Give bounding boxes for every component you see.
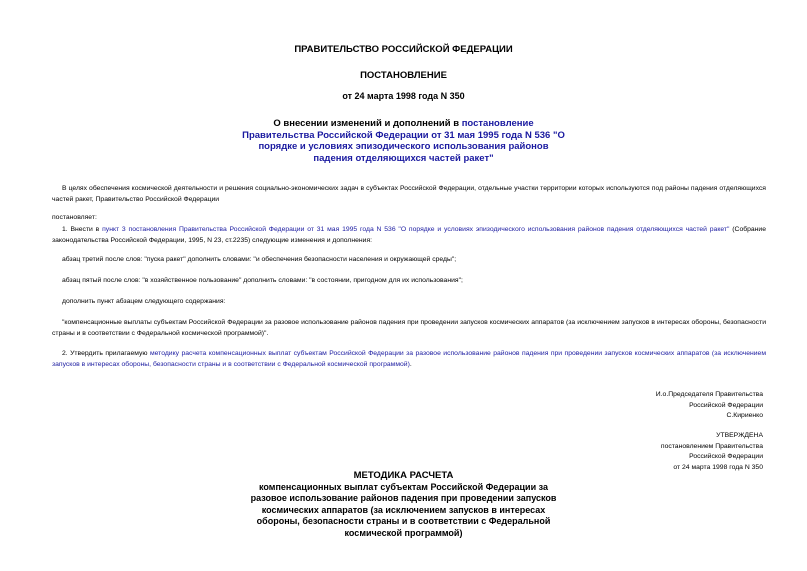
approval-date: от 24 марта 1998 года N 350: [673, 463, 763, 471]
methodology-heading-block: [0, 470, 807, 539]
decides-line: постановляет:: [52, 214, 97, 221]
item-1-suffix: (Собрание законодательства Российской Федерации, 1995, N 23, ст.2235) следующие изменения и дополнения:: [52, 226, 767, 244]
item-1-link[interactable]: пункт 3 постановления Правительства Российской Федерации от 31 мая 1995 года N 536 "О порядке и условиях эпизодического использования районов падения отделяющихся частей ракет": [102, 226, 730, 233]
item-1-prefix: 1. Внести в: [62, 226, 103, 233]
approval-country: Российской Федерации: [689, 453, 763, 460]
signature-country: Российской Федерации: [689, 401, 763, 409]
paragraph-d: "компенсационные выплаты субъектам Российской Федерации за разовое использование районов падения при проведении запусков космических аппаратов (за исключением запусков в интересах обороны, безопасности страны и в соответствии с Федеральной космической программой)".: [52, 319, 766, 337]
document-type-heading: ПОСТАНОВЛЕНИЕ: [360, 70, 447, 81]
intro-paragraph: В целях обеспечения космической деятельности и решения социально-экономических задач в субъектах Российской Федерации, отдельные участки территории которых используются под районы падения отделяющихся частей ракет, Правительство Российской Федерации: [52, 185, 766, 203]
signature-name: С.Кириенко: [726, 412, 763, 419]
item-2-suffix: .: [409, 360, 412, 368]
title-amended-decree-link[interactable]: постановление Правительства Российской Федерации от 31 мая 1995 года N 536 "О порядке и условиях эпизодического использования районов падения отделяющихся частей ракет": [242, 118, 565, 164]
document-date-number: от 24 марта 1998 года N 350: [342, 91, 465, 101]
signature-position: И.о.Председателя Правительства: [655, 391, 763, 398]
item-2-prefix: 2. Утвердить прилагаемую: [62, 350, 150, 357]
government-heading: ПРАВИТЕЛЬСТВО РОССИЙСКОЙ ФЕДЕРАЦИИ: [294, 44, 513, 55]
approval-by: постановлением Правительства: [660, 442, 763, 450]
item-2-methodology-link[interactable]: методику расчета компенсационных выплат субъектам Российской Федерации за разовое использование районов падения при проведении запусков космических аппаратов (за исключением запусков в интересах обороны, безопасности страны и в соответствии с Федеральной космической программой): [52, 350, 766, 368]
methodology-title: МЕТОДИКА РАСЧЕТА: [353, 470, 454, 481]
item-1-paragraph: [52, 225, 766, 246]
document-title: [0, 118, 807, 164]
methodology-subtitle: компенсационных выплат субъектам Российской Федерации за разовое использование районов падения при проведении запусков космических аппаратов (за исключением запусков в интересах обороны, безопасности страны и в соответствии с Федеральной космической программой): [250, 481, 557, 538]
item-2-paragraph: [52, 349, 766, 370]
title-prefix: О внесении изменений и дополнений в: [273, 118, 462, 129]
signature-block: [656, 390, 763, 422]
paragraph-c: дополнить пункт абзацем следующего содержания:: [62, 298, 226, 305]
approval-block: [661, 431, 763, 473]
paragraph-a: абзац третий после слов: "пуска ракет" дополнить словами: "и обеспечения безопасности населения и окружающей среды";: [62, 256, 457, 263]
paragraph-b: абзац пятый после слов: "в хозяйственное пользование" дополнить словами: "в состоянии, пригодном для их использования";: [62, 277, 463, 284]
approval-title: УТВЕРЖДЕНА: [716, 432, 763, 439]
